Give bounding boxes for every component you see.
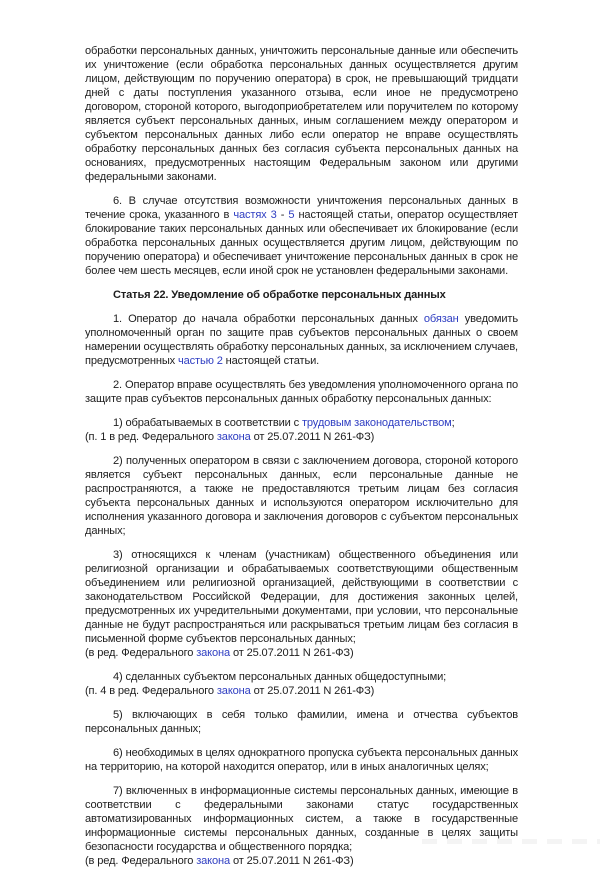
paragraph-part2 bbox=[85, 378, 518, 406]
legal-reference-link[interactable]: трудовым законодательством bbox=[301, 417, 452, 429]
text-run: от 25.07.2011 N 261-ФЗ) bbox=[250, 431, 375, 443]
paragraph-part1 bbox=[85, 312, 518, 368]
legal-reference-link[interactable]: обязан bbox=[423, 313, 459, 325]
text-run: 6. В случае отсутствия возможности уничтожения персональных данных в течение срока, указанного в bbox=[85, 195, 518, 221]
text-run: (п. 4 в ред. Федерального bbox=[85, 685, 217, 697]
legal-reference-link[interactable]: 5 bbox=[288, 209, 295, 221]
text-run: 6) необходимых в целях однократного пропуска субъекта персональных данных на территорию, на которой находится оператор, или в иных аналогичных целях; bbox=[85, 747, 518, 773]
legal-reference-link[interactable]: закона bbox=[196, 647, 231, 659]
editorial-note-item-3 bbox=[85, 646, 518, 660]
text-run: 1. Оператор до начала обработки персональных данных bbox=[113, 313, 424, 325]
legal-reference-link[interactable]: закона bbox=[216, 685, 251, 697]
editorial-note-item-7 bbox=[85, 854, 518, 868]
editorial-note-item-1 bbox=[85, 430, 518, 444]
legal-reference-link[interactable]: частью 2 bbox=[177, 355, 223, 367]
legal-reference-link[interactable]: закона bbox=[196, 855, 231, 867]
text-run: (в ред. Федерального bbox=[85, 855, 197, 867]
text-run: 4) сделанных субъектом персональных данных общедоступными; bbox=[113, 671, 447, 683]
list-item-5 bbox=[85, 708, 518, 736]
text-run: 7) включенных в информационные системы персональных данных, имеющие в соответствии с федеральными законами статус государственных автоматизированных информационных систем, а также в государственные информационные системы персональных данных, созданные в целях защиты безопасности государства и общественного порядка; bbox=[85, 785, 518, 853]
legal-reference-link[interactable]: закона bbox=[216, 431, 251, 443]
page-break-dashes bbox=[422, 839, 600, 844]
text-run: от 25.07.2011 N 261-ФЗ) bbox=[250, 685, 375, 697]
text-run: 3) относящихся к членам (участникам) общественного объединения или религиозной организации и обрабатываемых соответствующими общественным объединением или религиозной организацией, действующими в соответствии с законодательством Российской Федерации, для достижения законных целей, предусмотренных их учредительными документами, при условии, что персональные данные не будут распространяться или раскрываться третьим лицам без согласия в письменной форме субъектов персональных данных; bbox=[85, 549, 518, 645]
text-run: уведомить уполномоченный орган по защите прав субъектов персональных данных о своем намерении осуществлять обработку персональных данных, за исключением случаев, предусмотренных bbox=[85, 313, 518, 367]
paragraph-part5-continuation bbox=[85, 44, 518, 184]
list-item-1 bbox=[85, 416, 518, 430]
text-run: - bbox=[276, 209, 289, 221]
text-run: настоящей статьи. bbox=[222, 355, 320, 367]
list-item-2 bbox=[85, 454, 518, 538]
legal-reference-link[interactable]: частях 3 bbox=[233, 209, 277, 221]
text-run: 1) обрабатываемых в соответствии с bbox=[113, 417, 302, 429]
text-run: настоящей статьи, оператор осуществляет блокирование таких персональных данных или обеспечивает их блокирование (если обработка персональных данных осуществляется другим лицом, действующим по поручению оператора) и обеспечивает уничтожение персональных данных в срок не более чем шесть месяцев, если иной срок не установлен федеральными законами. bbox=[85, 209, 518, 277]
list-item-4 bbox=[85, 670, 518, 684]
list-item-3 bbox=[85, 548, 518, 646]
text-run: от 25.07.2011 N 261-ФЗ) bbox=[230, 647, 354, 659]
text-run: (п. 1 в ред. Федерального bbox=[85, 431, 217, 443]
paragraph-part6 bbox=[85, 194, 518, 278]
text-run: (в ред. Федерального bbox=[85, 647, 197, 659]
document-text bbox=[85, 44, 518, 878]
list-item-6 bbox=[85, 746, 518, 774]
text-run: ; bbox=[451, 417, 455, 429]
text-run: 2. Оператор вправе осуществлять без уведомления уполномоченного органа по защите прав субъектов персональных данных обработку персональных данных: bbox=[85, 379, 518, 405]
text-run: 2) полученных оператором в связи с заключением договора, стороной которого является субъект персональных данных, если персональные данные не распространяются, а также не предоставляются третьим лицам без согласия субъекта персональных данных и используются оператором исключительно для исполнения указанного договора и заключения договоров с субъектом персональных данных; bbox=[85, 455, 518, 537]
text-run: Статья 22. Уведомление об обработке персональных данных bbox=[113, 289, 446, 301]
text-run: обработки персональных данных, уничтожить персональные данные или обеспечить их уничтожение (если обработка персональных данных осуществляется другим лицом, действующим по поручению оператора) в срок, не превышающий тридцати дней с даты поступления указанного отзыва, если иное не предусмотрено договором, стороной которого, выгодоприобретателем или поручителем по которому является субъект персональных данных, иным соглашением между оператором и субъектом персональных данных либо если оператор не вправе осуществлять обработку персональных данных без согласия субъекта персональных данных на основаниях, предусмотренных настоящим Федеральным законом или другими федеральными законами. bbox=[85, 45, 518, 183]
editorial-note-item-4 bbox=[85, 684, 518, 698]
text-run: 5) включающих в себя только фамилии, имена и отчества субъектов персональных данных; bbox=[85, 709, 518, 735]
article-22-heading bbox=[85, 288, 518, 302]
text-run: от 25.07.2011 N 261-ФЗ) bbox=[230, 855, 354, 867]
